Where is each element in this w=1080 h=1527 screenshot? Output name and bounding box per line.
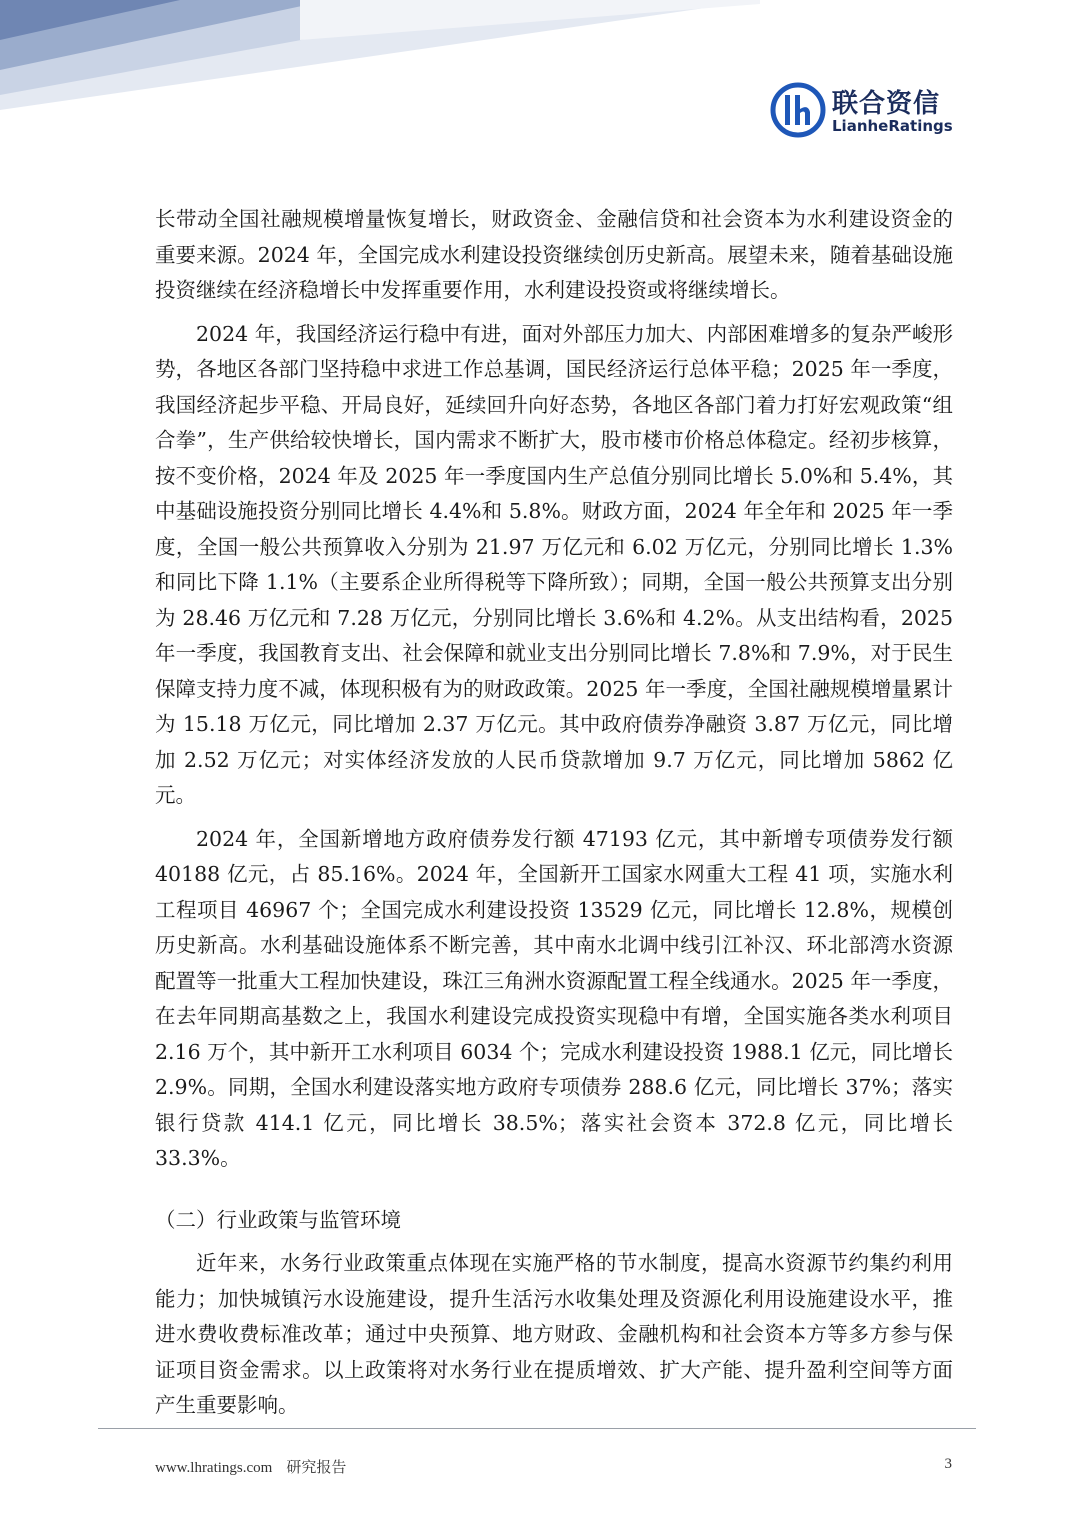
footer-info (155, 1456, 346, 1477)
lianhe-logo-icon (770, 82, 826, 138)
paragraph-macro-economy: 2024 年，我国经济运行稳中有进，面对外部压力加大、内部困难增多的复杂严峻形势，各地区各部门坚持稳中求进工作总基调，国民经济运行总体平稳；2025 年一季度，我国经济起步平稳、开局良好，延续回升向好态势，各地区各部门着力打好宏观政策“组合拳”，生产供给较快增长，国内需求不断扩大，股市楼市价格总体稳定。经初步核算，按不变价格，2024 年及 2025 年一季度国内生产总值分别同比增长 5.0%和 5.4%，其中基础设施投资分别同比增长 4.4%和 5.8%。财政方面，2024 年全年和 2025 年一季度，全国一般公共预算收入分别为 21.97 万亿元和 6.02 万亿元，分别同比增长 1.3%和同比下降 1.1%（主要系企业所得税等下降所致）；同期，全国一般公共预算支出分别为 28.46 万亿元和 7.28 万亿元，分别同比增长 3.6%和 4.2%。从支出结构看，2025 年一季度，我国教育支出、社会保障和就业支出分别同比增长 7.8%和 7.9%，对于民生保障支持力度不减，体现积极有为的财政政策。2025 年一季度，全国社融规模增量累计为 15.18 万亿元，同比增加 2.37 万亿元。其中政府债券净融资 3.87 万亿元，同比增加 2.52 万亿元；对实体经济发放的人民币贷款增加 9.7 万亿元，同比增加 5862 亿元。 (155, 321, 953, 807)
paragraph-water-investment: 2024 年，全国新增地方政府债券发行额 47193 亿元，其中新增专项债券发行额 40188 亿元，占 85.16%。2024 年，全国新开工国家水网重大工程 41 项，实施水利工程项目 46967 个；全国完成水利建设投资 13529 亿元，同比增长 12.8%，规模创历史新高。水利基础设施体系不断完善，其中南水北调中线引江补汉、环北部湾水资源配置等一批重大工程加快建设，珠江三角洲水资源配置工程全线通水。2025 年一季度，在去年同期高基数之上，我国水利建设完成投资实现稳中有增，全国实施各类水利项目 2.16 万个，其中新开工水利项目 6034 个；完成水利建设投资 1988.1 亿元，同比增长 2.9%。同期，全国水利建设落实地方政府专项债券 288.6 亿元，同比增长 37%；落实银行贷款 414.1 亿元，同比增长 38.5%；落实社会资本 372.8 亿元，同比增长 33.3%。 (155, 826, 953, 1170)
logo-chinese-name: 联合资信 (832, 89, 941, 119)
footer-label: 研究报告 (286, 1460, 347, 1476)
paragraph-continued: 长带动全国社融规模增量恢复增长，财政资金、金融信贷和社会资本为水利建设资金的重要来源。2024 年，全国完成水利建设投资继续创历史新高。展望未来，随着基础设施投资继续在经济稳增长中发挥重要作用，水利建设投资或将继续增长。 (155, 207, 953, 302)
page-number: 3 (944, 1456, 952, 1472)
document-body (155, 202, 953, 1424)
footer-divider (98, 1428, 976, 1429)
section-heading: （二）行业政策与监管环境 (155, 1207, 401, 1232)
header-corner-decoration (0, 0, 760, 120)
footer-url[interactable]: www.lhratings.com (155, 1460, 273, 1476)
company-logo (770, 82, 970, 142)
paragraph-industry-policy: 近年来，水务行业政策重点体现在实施严格的节水制度，提高水资源节约集约利用能力；加快城镇污水设施建设，提升生活污水收集处理及资源化利用设施建设水平，推进水费收费标准改革；通过中央预算、地方财政、金融机构和社会资本方等多方参与保证项目资金需求。以上政策将对水务行业在提质增效、扩大产能、提升盈利空间等方面产生重要影响。 (155, 1251, 953, 1417)
logo-english-name: LianheRatings (832, 117, 953, 135)
